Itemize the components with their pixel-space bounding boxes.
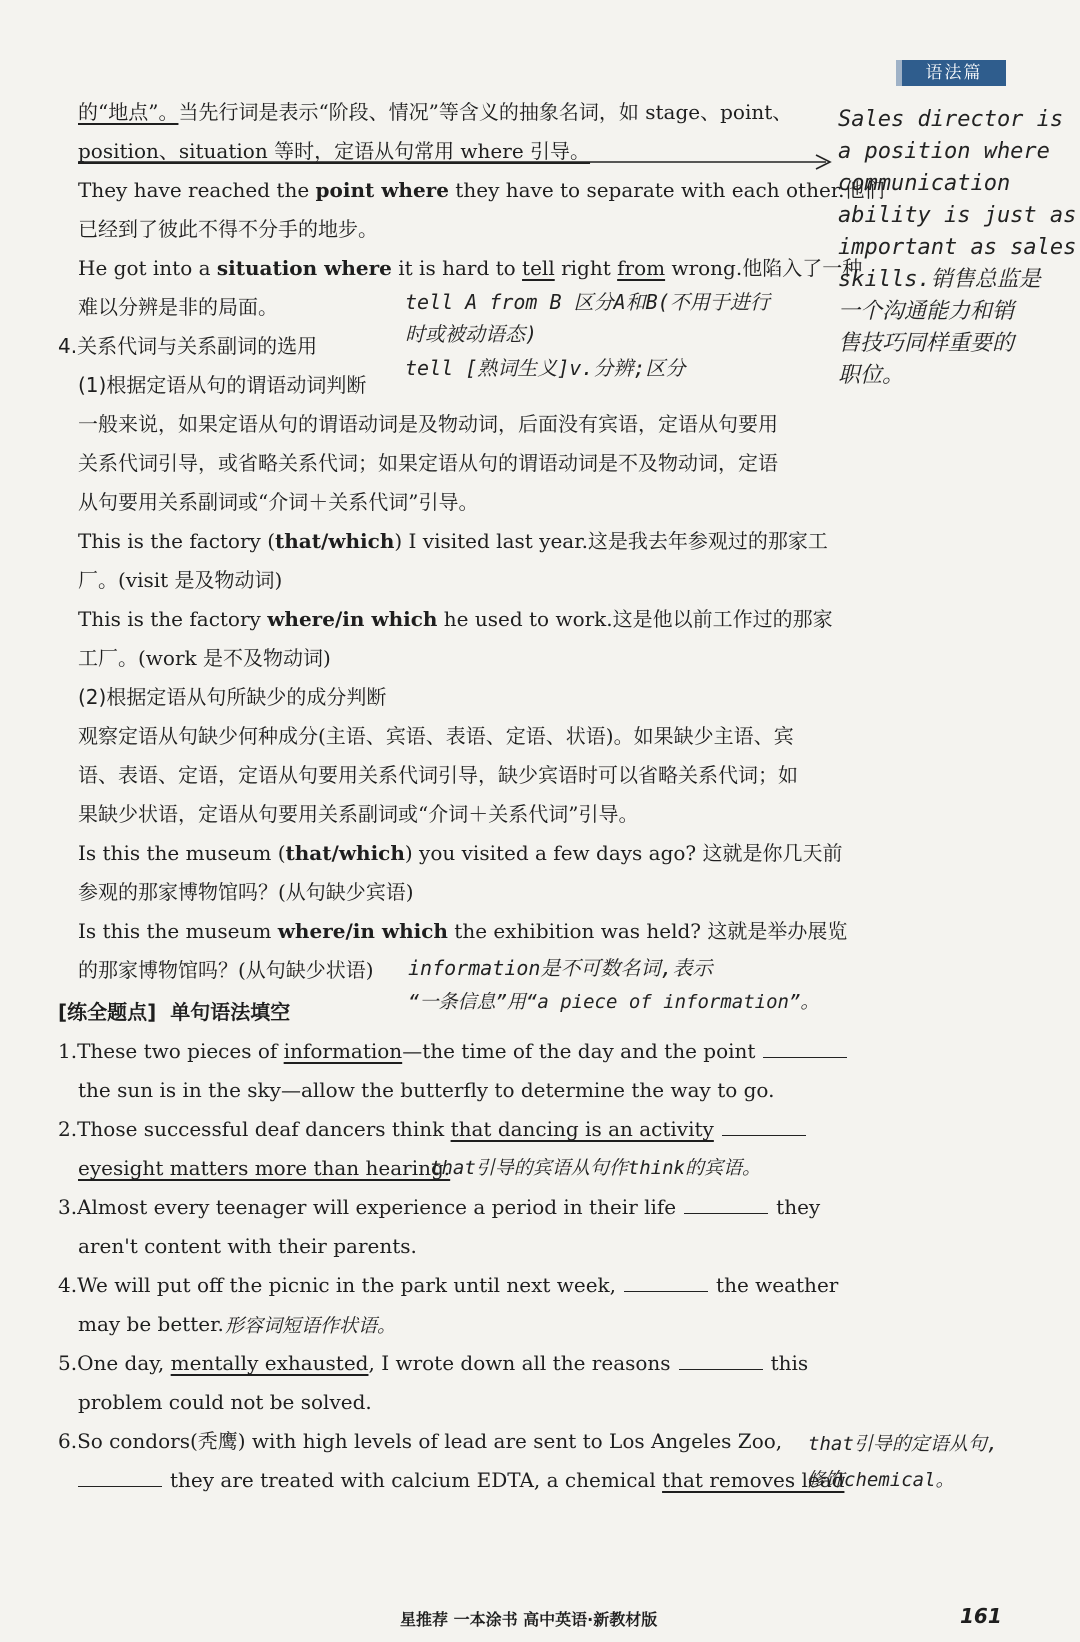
exercise-line: problem could not be solved.	[78, 1390, 372, 1414]
answer-blank[interactable]	[763, 1037, 847, 1058]
header-tag: 语法篇	[902, 60, 1006, 86]
text-line: 观察定语从句缺少何种成分(主语、宾语、表语、定语、状语)。如果缺少主语、宾	[78, 724, 794, 748]
subsection-heading: (1)根据定语从句的谓语动词判断	[78, 373, 367, 397]
text-line: position、situation 等时，定语从句常用 where 引导。	[78, 139, 591, 163]
text-line: 关系代词引导，或省略关系代词；如果定语从句的谓语动词是不及物动词，定语	[78, 451, 778, 475]
handwritten-note: tell [熟词生义]v.分辨;区分	[405, 356, 686, 380]
text-line: 已经到了彼此不得不分手的地步。	[78, 217, 378, 241]
exercise-line: they are treated with calcium EDTA, a chemical that removes lead	[78, 1466, 838, 1494]
text-line: 难以分辨是非的局面。	[78, 295, 278, 319]
answer-blank[interactable]	[722, 1115, 806, 1136]
text-line: 工厂。(work 是不及物动词)	[78, 646, 331, 670]
text-line: 语、表语、定语，定语从句要用关系代词引导，缺少宾语时可以省略关系代词；如	[78, 763, 798, 787]
answer-blank[interactable]	[78, 1466, 162, 1487]
handwritten-note: important as sales	[838, 235, 1077, 260]
text-line: 的“地点”。当先行词是表示“阶段、情况”等含义的抽象名词，如 stage、point、	[78, 100, 793, 124]
handwritten-note: “一条信息”用“a piece of information”。	[408, 991, 820, 1013]
text-line: This is the factory (that/which) I visited last year.这是我去年参观过的那家工	[78, 529, 828, 553]
handwritten-note: 修饰chemical。	[806, 1469, 955, 1491]
text-line: They have reached the point where they have to separate with each other.他们	[78, 178, 885, 202]
answer-blank[interactable]	[684, 1193, 768, 1214]
exercise-line: 4.We will put off the picnic in the park until next week, the weather	[58, 1273, 839, 1297]
text-line: 厂。(visit 是及物动词)	[78, 568, 283, 592]
text-line: Is this the museum where/in which the exhibition was held? 这就是举办展览	[78, 919, 848, 943]
text-line: 一般来说，如果定语从句的谓语动词是及物动词，后面没有宾语，定语从句要用	[78, 412, 778, 436]
arrow-icon	[78, 150, 838, 170]
text-line: 参观的那家博物馆吗？(从句缺少宾语)	[78, 880, 414, 904]
handwritten-note: 一个沟通能力和销	[838, 299, 1015, 324]
section-heading: [练全题点] 单句语法填空	[58, 1000, 291, 1024]
text-line: 从句要用关系副词或“介词＋关系代词”引导。	[78, 490, 479, 514]
exercise-line: the sun is in the sky—allow the butterfly to determine the way to go.	[78, 1078, 775, 1102]
handwritten-note: 形容词短语作状语。	[225, 1315, 397, 1337]
text-line: 果缺少状语，定语从句要用关系副词或“介词＋关系代词”引导。	[78, 802, 639, 826]
handwritten-note: communication	[838, 171, 1011, 196]
text-line: Is this the museum (that/which) you visited a few days ago? 这就是你几天前	[78, 841, 843, 865]
handwritten-note: skills.销售总监是	[838, 267, 1041, 292]
handwritten-note: information是不可数名词,表示	[408, 956, 713, 980]
text-line: He got into a situation where it is hard to tell right from wrong.他陷入了一种	[78, 256, 863, 280]
exercise-line: 1.These two pieces of information—the time of the day and the point	[58, 1037, 818, 1065]
answer-blank[interactable]	[624, 1271, 708, 1292]
handwritten-note: that引导的定语从句,	[808, 1433, 999, 1455]
answer-blank[interactable]	[679, 1349, 763, 1370]
subsection-heading: (2)根据定语从句所缺少的成分判断	[78, 685, 387, 709]
handwritten-note: 时或被动语态)	[405, 322, 538, 346]
handwritten-note: 售技巧同样重要的	[838, 331, 1015, 356]
exercise-line: 3.Almost every teenager will experience a period in their life they	[58, 1195, 821, 1219]
handwritten-note: ability is just as	[838, 203, 1077, 228]
footer-text: 星推荐 一本涂书 高中英语·新教材版	[400, 1610, 658, 1629]
handwritten-note: a position where	[838, 139, 1050, 164]
exercise-line: 6.So condors(秃鹰) with high levels of lead are sent to Los Angeles Zoo,	[58, 1429, 783, 1453]
text-line: 的那家博物馆吗？(从句缺少状语)	[78, 958, 374, 982]
handwritten-note: tell A from B 区分A和B(不用于进行	[405, 290, 770, 314]
exercise-line: 2.Those successful deaf dancers think that dancing is an activity	[58, 1115, 818, 1143]
exercise-line: 5.One day, mentally exhausted, I wrote down all the reasons this	[58, 1351, 809, 1375]
handwritten-note: 职位。	[838, 363, 905, 388]
page-number: 161	[960, 1604, 1002, 1628]
exercise-line: aren't content with their parents.	[78, 1234, 417, 1258]
exercise-line: eyesight matters more than hearing.	[78, 1156, 451, 1180]
exercise-line: may be better.	[78, 1312, 224, 1336]
handwritten-note: that引导的宾语从句作think的宾语。	[430, 1157, 761, 1179]
subsection-heading: 4.关系代词与关系副词的选用	[58, 334, 318, 358]
handwritten-note: Sales director is	[838, 107, 1064, 132]
text-line: This is the factory where/in which he used to work.这是他以前工作过的那家	[78, 607, 833, 631]
